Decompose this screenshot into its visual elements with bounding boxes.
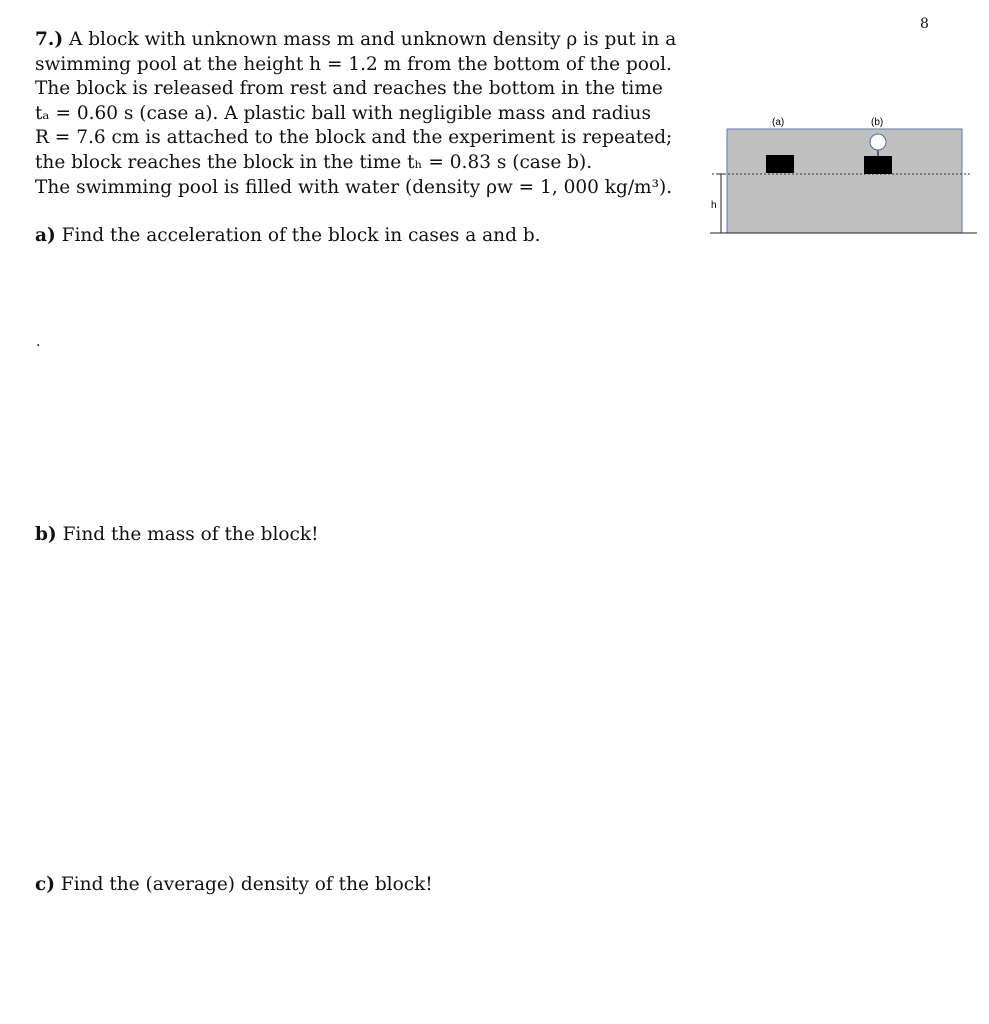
- problem-line-7: The swimming pool is filled with water (density ρw = 1, 000 kg/m³).: [35, 176, 673, 198]
- problem-line-6: the block reaches the block in the time tₕ = 0.83 s (case b).: [35, 151, 593, 173]
- figure-label-b: (b): [871, 117, 884, 128]
- block-case-a: [766, 155, 794, 173]
- part-c-text: Find the (average) density of the block!: [60, 874, 433, 895]
- plastic-ball: [870, 134, 886, 150]
- problem-line-5: R = 7.6 cm is attached to the block and the experiment is repeated;: [35, 127, 673, 149]
- problem-line-1-text: A block with unknown mass m and unknown density ρ is put in a: [68, 29, 677, 50]
- part-b-label: b): [35, 524, 57, 545]
- part-a-text: Find the acceleration of the block in cases a and b.: [61, 225, 541, 246]
- height-label: h: [711, 200, 717, 211]
- part-a: [35, 225, 541, 246]
- pool-figure: [700, 110, 980, 240]
- figure-label-a: (a): [772, 117, 785, 128]
- page-number: 8: [920, 16, 929, 32]
- part-b: [35, 524, 319, 545]
- part-c-label: c): [35, 874, 56, 895]
- pool-water: [727, 129, 962, 233]
- part-a-label: a): [35, 225, 56, 246]
- problem-number: 7.): [35, 29, 64, 50]
- problem-line-1: [35, 28, 685, 53]
- problem-line-3: The block is released from rest and reaches the bottom in the time: [35, 78, 663, 100]
- part-c: [35, 874, 433, 895]
- stray-mark: .: [36, 334, 41, 350]
- problem-line-2: swimming pool at the height h = 1.2 m from the bottom of the pool.: [35, 53, 672, 75]
- part-b-text: Find the mass of the block!: [62, 524, 319, 545]
- problem-statement: [35, 28, 685, 200]
- block-case-b: [864, 156, 892, 174]
- problem-line-4: tₐ = 0.60 s (case a). A plastic ball with negligible mass and radius: [35, 102, 651, 124]
